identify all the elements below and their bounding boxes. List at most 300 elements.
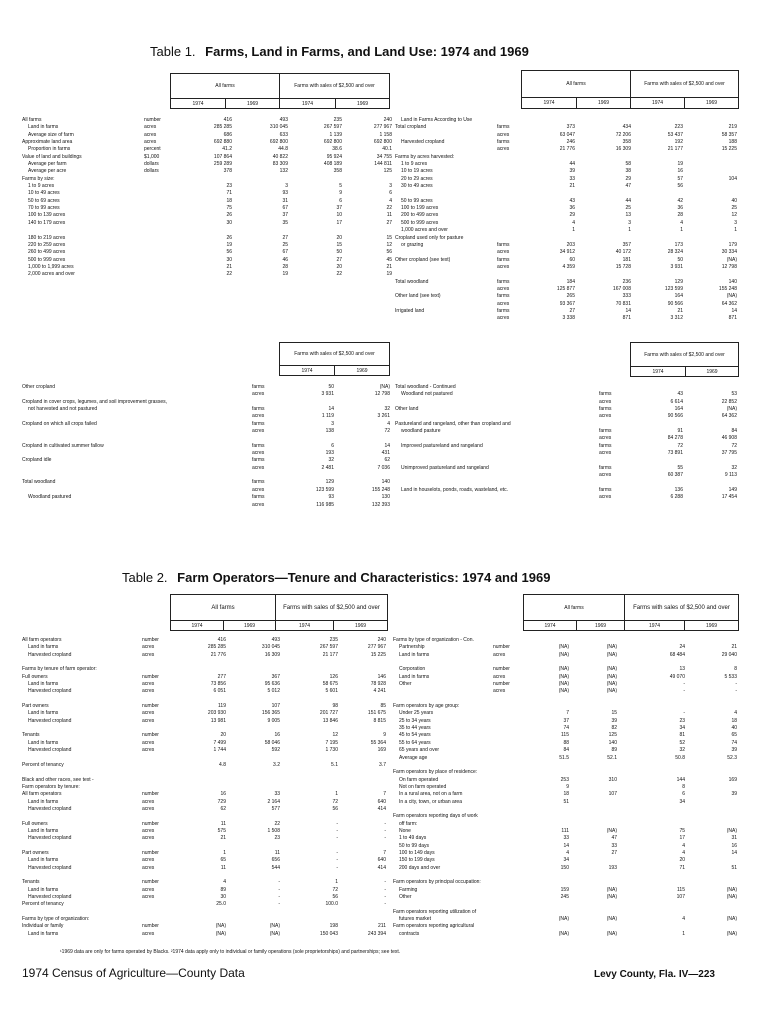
cell-value: 52.3 — [727, 754, 737, 761]
table-row — [393, 813, 739, 820]
cell-value: 62 — [220, 805, 226, 812]
cell-value: 41.2 — [222, 146, 232, 153]
cell-value: 23 — [226, 183, 232, 190]
cell-value: 871 — [622, 315, 631, 322]
table-row — [395, 457, 740, 464]
row-unit: farms — [497, 293, 510, 300]
row-unit: acres — [142, 894, 155, 901]
cell-value: 93 367 — [559, 300, 575, 307]
table-row — [395, 220, 740, 227]
table-row — [22, 212, 392, 219]
cell-value: 414 — [377, 864, 386, 871]
table-row — [395, 146, 740, 153]
cell-value: 35 — [282, 219, 288, 226]
row-label: 500 to 999 acres — [28, 256, 66, 263]
cell-value: 98 — [332, 703, 338, 710]
cell-value: 12 — [332, 732, 338, 739]
cell-value: 65 — [731, 732, 737, 739]
t2-year: 1974 — [648, 622, 661, 629]
table-row — [395, 450, 740, 457]
table-row — [393, 916, 739, 923]
cell-value: 14 — [563, 842, 569, 849]
cell-value: 16 309 — [615, 146, 631, 153]
cell-value: 49 070 — [669, 673, 685, 680]
row-label: Harvested cropland — [28, 894, 72, 901]
row-label: Average per farm — [28, 161, 67, 168]
row-label: 70 to 99 acres — [28, 205, 60, 212]
table-row — [393, 755, 739, 762]
cell-value: 27 — [336, 256, 342, 263]
row-unit: farms — [599, 406, 612, 413]
cell-value: 169 — [728, 776, 737, 783]
row-label: Land in farms — [28, 827, 59, 834]
cell-value: 4 241 — [373, 688, 386, 695]
cell-value: 167 008 — [612, 285, 631, 292]
row-unit: farms — [599, 391, 612, 398]
cell-value: 169 — [377, 747, 386, 754]
cell-value: - — [336, 857, 338, 864]
row-unit: acres — [252, 486, 265, 493]
row-unit: farms — [252, 442, 265, 449]
cell-value: 24 — [679, 644, 685, 651]
cell-value: - — [384, 879, 386, 886]
cell-value: 193 — [325, 450, 334, 457]
table-row — [22, 479, 392, 486]
cell-value: 416 — [223, 117, 232, 123]
cell-value: 277 967 — [367, 644, 386, 651]
cell-value: 259 289 — [213, 161, 232, 168]
cell-value: (NA) — [558, 666, 569, 673]
cell-value: 5 533 — [724, 673, 737, 680]
cell-value: (NA) — [726, 293, 737, 300]
cell-value: 7 — [566, 710, 569, 717]
row-label: Farms by size: — [22, 175, 55, 182]
cell-value: 6 — [682, 791, 685, 798]
row-label: Average size of farm — [28, 131, 74, 138]
cell-value: 16 — [677, 168, 683, 175]
row-label: Land in farms — [28, 644, 59, 651]
table-row — [22, 696, 388, 703]
table-row — [22, 799, 388, 806]
table1-lower-left-header — [279, 342, 390, 376]
cell-value: - — [336, 827, 338, 834]
table1-left-header — [170, 73, 390, 109]
cell-value: 43 — [677, 391, 683, 398]
cell-value: 1 508 — [267, 827, 280, 834]
cell-value: 188 — [728, 139, 737, 146]
row-label: 30 to 49 acres — [401, 183, 433, 190]
cell-value: - — [683, 681, 685, 688]
cell-value: (NA) — [726, 886, 737, 893]
cell-value: 1 119 — [321, 413, 334, 420]
table-row — [393, 894, 739, 901]
cell-value: 75 — [226, 205, 232, 212]
table-row — [22, 901, 388, 908]
cell-value: 9 — [383, 732, 386, 739]
row-unit: acres — [497, 146, 510, 153]
row-label: woodland pasture — [401, 428, 441, 435]
cell-value: 198 — [329, 923, 338, 930]
row-label: Harvested cropland — [28, 688, 72, 695]
cell-value: 56 — [226, 249, 232, 256]
cell-value: 193 — [608, 864, 617, 871]
row-unit: number — [142, 637, 159, 643]
table-row — [22, 413, 392, 420]
row-unit: farms — [497, 278, 510, 285]
cell-value: 3 — [285, 183, 288, 190]
table-row — [393, 681, 739, 688]
cell-value: 40 822 — [272, 153, 288, 160]
row-label: 1 to 9 acres — [401, 161, 428, 168]
cell-value: 14 — [731, 307, 737, 314]
cell-value: 5.1 — [331, 761, 338, 768]
table-row — [22, 406, 392, 413]
cell-value: 21 — [677, 307, 683, 314]
row-unit: acres — [142, 681, 155, 688]
table-row — [22, 450, 392, 457]
row-unit: acres — [142, 827, 155, 834]
table1-lower-right-body — [395, 384, 740, 502]
cell-value: 159 — [560, 886, 569, 893]
cell-value: 367 — [271, 673, 280, 680]
cell-value: 84 278 — [667, 435, 683, 442]
table-row — [22, 198, 392, 205]
table-row — [393, 828, 739, 835]
row-label: Not on farm operated — [399, 783, 447, 790]
cell-value: 285 285 — [207, 644, 226, 651]
cell-value: 71 — [226, 190, 232, 197]
row-unit: farms — [599, 428, 612, 435]
table-row — [22, 703, 388, 710]
cell-value: 125 — [608, 732, 617, 739]
cell-value: 4 — [734, 710, 737, 717]
table-row — [22, 264, 392, 271]
cell-value: 129 — [325, 479, 334, 486]
cell-value: 14 — [384, 442, 390, 449]
cell-value: 65 — [220, 857, 226, 864]
table-row — [22, 828, 388, 835]
cell-value: 17 — [336, 219, 342, 226]
cell-value: 73 856 — [210, 681, 226, 688]
row-unit: number — [142, 879, 159, 886]
table-row — [22, 183, 392, 190]
cell-value: - — [384, 820, 386, 827]
row-unit: acres — [142, 747, 155, 754]
cell-value: 11 — [220, 820, 226, 827]
row-label: Farming — [399, 886, 418, 893]
cell-value: 53 — [731, 391, 737, 398]
row-unit: farms — [599, 442, 612, 449]
cell-value: 60 — [569, 256, 575, 263]
cell-value: 15 225 — [370, 651, 386, 658]
table-row — [395, 293, 740, 300]
t1-col-sales: Farms with sales of $2,500 and over — [294, 83, 375, 89]
cell-value: (NA) — [558, 681, 569, 688]
cell-value: 51.5 — [559, 754, 569, 761]
cell-value: 43 — [569, 197, 575, 204]
row-unit: acres — [497, 315, 510, 322]
t1-col-all: All farms — [215, 83, 235, 89]
cell-value: 686 — [223, 131, 232, 138]
cell-value: 27 — [611, 849, 617, 856]
cell-value: 3.2 — [273, 761, 280, 768]
row-unit: farms — [252, 457, 265, 464]
row-label: 1 to 9 acres — [28, 183, 55, 190]
table-row — [393, 769, 739, 776]
cell-value: 12 798 — [721, 263, 737, 270]
cell-value: 32 — [679, 747, 685, 754]
cell-value: 85 — [380, 703, 386, 710]
cell-value: (NA) — [606, 886, 617, 893]
row-unit: number — [142, 820, 159, 827]
t1-year: 1974 — [652, 368, 664, 375]
table-row — [395, 301, 740, 308]
row-label: Irrigated land — [395, 307, 425, 314]
table-row — [22, 923, 388, 930]
cell-value: 72 206 — [615, 131, 631, 138]
cell-value: 253 — [560, 776, 569, 783]
cell-value: 81 — [679, 732, 685, 739]
table1-left-body — [22, 117, 392, 279]
cell-value: 58 — [625, 161, 631, 168]
row-label: 20 to 29 acres — [401, 175, 433, 182]
t2-year: 1974 — [191, 622, 203, 629]
cell-value: 358 — [333, 168, 342, 175]
cell-value: 3 — [628, 219, 631, 226]
row-label: Farm operators by tenure: — [22, 783, 80, 790]
row-label: 10 to 49 acres — [28, 190, 60, 197]
cell-value: 72 — [731, 442, 737, 449]
cell-value: 27 — [386, 219, 392, 226]
row-unit: farms — [252, 384, 265, 390]
cell-value: 245 — [560, 894, 569, 901]
table-row — [395, 235, 740, 242]
cell-value: 12 — [386, 241, 392, 248]
row-unit: acres — [144, 131, 157, 138]
row-label: 45 to 54 years — [399, 732, 431, 739]
cell-value: 33 — [611, 842, 617, 849]
cell-value: 2 481 — [321, 464, 334, 471]
row-unit: farms — [599, 464, 612, 471]
cell-value: 431 — [381, 450, 390, 457]
row-label: Pastureland and rangeland, other than cropland and — [395, 420, 511, 427]
table-row — [22, 916, 388, 923]
cell-value: 44 — [569, 161, 575, 168]
cell-value: 56 — [677, 183, 683, 190]
cell-value: 277 — [217, 673, 226, 680]
table-row — [22, 399, 392, 406]
t1-year: 1974 — [301, 100, 314, 107]
cell-value: 22 852 — [721, 398, 737, 405]
cell-value: 8 815 — [373, 717, 386, 724]
cell-value: 39 — [731, 791, 737, 798]
cell-value: 72 — [677, 442, 683, 449]
cell-value: 692 880 — [213, 139, 232, 146]
table-row — [395, 443, 740, 450]
row-label: 100 to 199 acres — [401, 205, 439, 212]
table-row — [395, 168, 740, 175]
cell-value: 357 — [622, 241, 631, 248]
t1-year: 1969 — [706, 368, 718, 375]
cell-value: 95 636 — [264, 681, 280, 688]
table-row — [395, 472, 740, 479]
row-label: Other — [399, 681, 412, 688]
cell-value: 75 — [679, 827, 685, 834]
row-label: 150 to 199 days — [399, 857, 435, 864]
table-row — [22, 176, 392, 183]
table-row — [395, 249, 740, 256]
cell-value: 19 — [677, 161, 683, 168]
cell-value: 12 798 — [374, 391, 390, 398]
cell-value: 3 — [331, 420, 334, 427]
table-row — [22, 205, 392, 212]
row-unit: farms — [497, 124, 510, 131]
cell-value: 33 — [563, 835, 569, 842]
cell-value: 1 — [223, 849, 226, 856]
cell-value: 28 — [282, 263, 288, 270]
row-unit: acres — [142, 805, 155, 812]
cell-value: 107 864 — [213, 153, 232, 160]
table2-right-body — [393, 637, 739, 938]
row-label: 65 years and over — [399, 747, 440, 754]
table1-right-header — [521, 70, 739, 109]
cell-value: 67 — [282, 205, 288, 212]
cell-value: 285 285 — [213, 124, 232, 131]
cell-value: 201 727 — [319, 710, 338, 717]
cell-value: 267 597 — [323, 124, 342, 131]
table-row — [22, 872, 388, 879]
row-unit: acres — [497, 131, 510, 138]
cell-value: 4 — [389, 197, 392, 204]
row-label: Partnership — [399, 644, 425, 651]
row-label: 200 to 499 acres — [401, 212, 439, 219]
row-label: Land in farms — [399, 673, 430, 680]
row-label: Total cropland — [395, 124, 427, 131]
table-row — [22, 637, 388, 644]
row-label: Part owners — [22, 703, 49, 710]
table-row — [22, 146, 392, 153]
table-row — [22, 168, 392, 175]
cell-value: 34 755 — [376, 153, 392, 160]
row-label: Land in Farms According to Use — [401, 117, 473, 123]
cell-value: - — [336, 820, 338, 827]
cell-value: 15 — [611, 710, 617, 717]
row-unit: number — [142, 732, 159, 739]
row-label: Land in farms — [28, 886, 59, 893]
row-unit: acres — [144, 139, 157, 146]
row-label: None — [399, 827, 411, 834]
table-row — [22, 688, 388, 695]
cell-value: 15 — [386, 234, 392, 241]
cell-value: 10 — [336, 212, 342, 219]
table-row — [395, 227, 740, 234]
cell-value: 240 — [377, 637, 386, 643]
cell-value: 16 309 — [264, 651, 280, 658]
row-unit: acres — [252, 391, 265, 398]
cell-value: 32 — [384, 406, 390, 413]
row-label: 10 to 19 acres — [401, 168, 433, 175]
table-row — [22, 791, 388, 798]
cell-value: 64 362 — [721, 413, 737, 420]
table-row — [393, 909, 739, 916]
cell-value: 1 — [628, 227, 631, 234]
row-label: 50 to 69 acres — [28, 197, 60, 204]
t1-year: 1969 — [597, 100, 610, 106]
row-label: Farm operators by principal occupation: — [393, 879, 481, 886]
cell-value: 7 499 — [213, 739, 226, 746]
cell-value: (NA) — [606, 666, 617, 673]
row-label: Other — [399, 894, 412, 901]
cell-value: 4 — [682, 842, 685, 849]
t1-year: 1974 — [543, 100, 555, 106]
cell-value: 15 728 — [615, 263, 631, 270]
table-row — [22, 190, 392, 197]
table1-title — [150, 44, 529, 59]
cell-value: 123 599 — [315, 486, 334, 493]
cell-value: (NA) — [606, 673, 617, 680]
table-row — [393, 688, 739, 695]
table-row — [22, 666, 388, 673]
row-label: off farm: — [399, 820, 418, 827]
t1-lower-col-sales: Farms with sales of $2,500 and over — [644, 351, 725, 358]
cell-value: 39 — [611, 717, 617, 724]
cell-value: 149 — [728, 486, 737, 493]
cell-value: 38 — [625, 168, 631, 175]
table-row — [395, 413, 740, 420]
table-row — [22, 428, 392, 435]
row-label: Harvested cropland — [28, 835, 72, 842]
cell-value: 408 189 — [323, 161, 342, 168]
table-row — [393, 857, 739, 864]
row-label: Value of land and buildings — [22, 153, 82, 160]
cell-value: 72 — [332, 798, 338, 805]
cell-value: 34 — [563, 857, 569, 864]
cell-value: - — [384, 886, 386, 893]
cell-value: 123 599 — [664, 285, 683, 292]
cell-value: 34 — [679, 798, 685, 805]
table-row — [393, 901, 739, 908]
cell-value: 33 — [274, 791, 280, 798]
cell-value: - — [278, 894, 280, 901]
row-unit: percent — [144, 146, 161, 153]
table-row — [395, 176, 740, 183]
cell-value: 4 — [223, 879, 226, 886]
cell-value: - — [384, 835, 386, 842]
row-label: Harvested cropland — [28, 805, 72, 812]
cell-value: 235 — [329, 637, 338, 643]
cell-value: (NA) — [726, 827, 737, 834]
table-row — [22, 762, 388, 769]
row-label: Cropland in cover crops, legumes, and soil improvement grasses, — [22, 398, 168, 405]
row-label: 100 to 139 acres — [28, 212, 66, 219]
table-row — [395, 117, 740, 124]
row-label: Harvested cropland — [28, 717, 72, 724]
row-unit: acres — [252, 501, 265, 508]
cell-value: (NA) — [606, 827, 617, 834]
cell-value: (NA) — [558, 644, 569, 651]
cell-value: 45 — [386, 256, 392, 263]
row-label: Land in farms — [28, 857, 59, 864]
row-unit: acres — [599, 450, 612, 457]
table-row — [393, 791, 739, 798]
table-row — [22, 931, 388, 938]
row-label: 25 to 34 years — [399, 717, 431, 724]
row-label: 1 to 49 days — [399, 835, 427, 842]
cell-value: 37 — [563, 717, 569, 724]
cell-value: 13 981 — [210, 717, 226, 724]
row-label: Other cropland — [22, 384, 56, 390]
cell-value: 6 051 — [213, 688, 226, 695]
